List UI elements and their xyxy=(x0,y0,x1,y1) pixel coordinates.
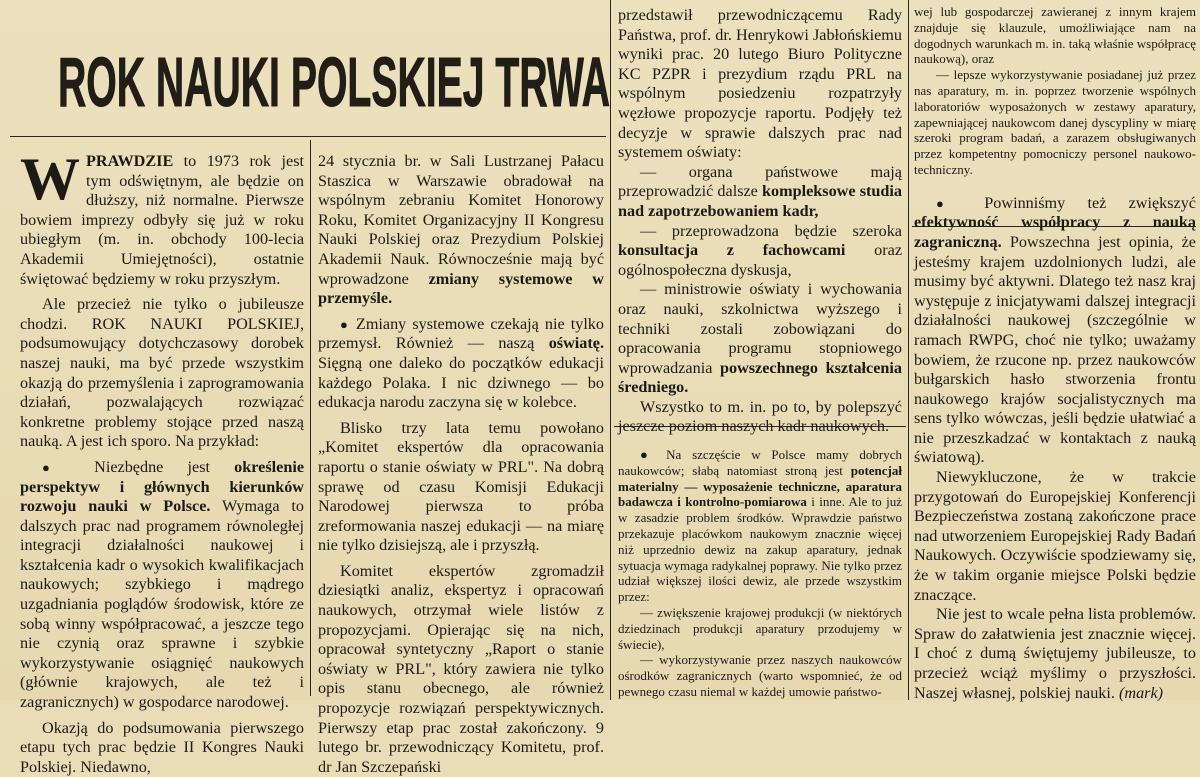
small-paragraph-2: — lepsze wykorzystywanie posiadanej już przez nas aparatury, m. in. poprzez tworzenie wspólnych laboratoriów wyposażonych w zestawy aparatury, zapewniającej naukowcom danej dyscypliny w miarę szeroki program badań, a zarazem obsługiwanych przez kompetentny pomocniczy personel naukowo-techniczny. xyxy=(914,67,1196,177)
paragraph-4: Okazją do podsumowania pierwszego etapu tych prac będzie II Kongres Nauki Polskiej. Niedawno, xyxy=(20,718,304,776)
column-2 xyxy=(318,152,604,777)
headline-title xyxy=(56,26,616,122)
bullet-icon: ● xyxy=(42,459,70,475)
paragraph-4: — ministrowie oświaty i wychowania oraz nauki, szkolnictwa wyższego i techniki zostali zobowiązani do opracowania programu stopniowego wprowadzania powszechnego kształcenia średniego. xyxy=(618,280,902,397)
bullet-icon: ● xyxy=(640,447,656,463)
paragraph-intro xyxy=(20,146,304,289)
paragraph-1: przedstawił przewodniczącemu Rady Państwa, prof. dr. Henrykowi Jabłońskiemu wyniki prac. 20 lutego Biuro Polityczne KC PZPR i prezydium rządu PRL na wspólnym posiedzeniu rozpatrzyły węzłowe propozycje raportu. Podjęły też decyzje w sprawie dalszych prac nad systemem oświaty: xyxy=(618,6,902,162)
column-divider-1 xyxy=(310,140,311,696)
intro-text: to 1973 rok jest tym odświętnym, ale będzie on dłuższy, niż normalne. Pierwsze bowiem imprezy odbyły się już w roku ubiegłym (m. in. obchody 100-lecia Akademii Umiejętności), ostatnie świętować będziemy w roku przyszłym. xyxy=(20,152,304,288)
paragraph-2: Niewykluczone, że w trakcie przygotowań do Europejskiej Konferencji Bezpieczeństwa zostaną zakończone prace nad utworzeniem Europejskiej Rady Badań Naukowych. Oczywiście spodziewamy się, że w takim organie miejsce Polski będzie znaczące. xyxy=(914,468,1196,604)
small-paragraph-3: — wykorzystywanie przez naszych naukowców ośrodków zagranicznych (warto wspomnieć, że od pewnego czasu niemal w każdej umowie państwo- xyxy=(618,652,902,700)
paragraph-1: 24 stycznia br. w Sali Lustrzanej Pałacu Staszica w Warszawie obradował na wspólnym zebraniu Komitet Honorowy Roku, Komitet Organizacyjny II Kongresu Nauki Polskiej oraz Prezydium Polskiej Akademii Nauk. Równocześnie mają być wprowadzone zmiany systemowe w przemyśle. xyxy=(318,152,604,308)
lead-word: PRAWDZIE xyxy=(86,152,174,170)
bullet-icon: ● xyxy=(340,316,350,332)
small-print-section xyxy=(618,447,902,700)
column-divider-3 xyxy=(908,0,909,700)
small-print-continuation xyxy=(914,4,1196,178)
column-divider-2 xyxy=(610,0,611,700)
paragraph-3: — przeprowadzona będzie szeroka konsultacja z fachowcami oraz ogólnospołeczna dyskusja, xyxy=(618,221,903,279)
drop-cap: W xyxy=(20,146,80,212)
bullet-icon: ● xyxy=(936,195,963,211)
paragraph-2: — organa państwowe mają przeprowadzić dalsze kompleksowe studia nad zapotrzebowaniem kadr, xyxy=(618,162,902,220)
paragraph-5: Wszystko to m. in. po to, by polepszyć jeszcze poziom naszych kadr naukowych. xyxy=(618,397,902,436)
column-1 xyxy=(20,146,305,777)
paragraph-1: ● Powinniśmy też zwiększyć efektywność współpracy z nauką zagraniczną. Powszechna jest opinia, że jesteśmy krajem uzdolnionych ludzi, ale musimy być aktywni. Dlatego też nasz kraj występuje z inicjatywami dalszej integracji działalności naukowej (szczególnie w ramach RWPG, choć nie tylko; uważamy bowiem, że rzucone np. przez naukowców bułgarskich hasło stworzenia frontu naukowego krajów socjalistycznych ma sens tylko wówczas, jeśli będzie ułatwiać a nie przeszkadzać w kontaktach z nauką światową). xyxy=(914,193,1196,467)
paragraph-3: Blisko trzy lata temu powołano „Komitet ekspertów dla opracowania raportu o stanie oświaty w PRL". Na dobrą sprawę od czasu Komisji Edukacji Narodowej pierwsza to próba zreformowania naszej edukacji — na miarę nie tylko dzisiejszą, ale i przyszłą. xyxy=(318,418,604,555)
small-paragraph-1: ● Na szczęście w Polsce mamy dobrych naukowców; słabą natomiast stroną jest potencjał materialny — wyposażenie techniczne, aparatura badawcza i kontrolno-pomiarowa i inne. Ale to już w zasadzie problem środków. Wprawdzie państwo przekazuje placówkom naukowym znacznie więcej niż uprzednio dewiz na zakup aparatury, jednak sytuacja wymaga radykalnej poprawy. Nie tylko przez udział większej ilości dewiz, ale przede wszystkim przez: xyxy=(618,447,902,605)
paragraph-2: ● Zmiany systemowe czekają nie tylko przemysł. Również — naszą oświatę. Sięgną one daleko do początków edukacji każdego Polaka. I nic dziwnego — bo edukacja narodu zaczyna się w kolebce. xyxy=(318,314,604,412)
divider-under-title xyxy=(10,136,606,137)
paragraph-3: ● Niezbędne jest określenie perspektyw i głównych kierunków rozwoju nauki w Polsce. Wymaga to dalszych prac nad programem równoległej integracji działalności naukowej i kształcenia kadr o wysokich kwalifikacjach naukowych; szybkiego i mądrego uzgadniania poglądów środowisk, które ze sobą winny współpracować, a jeszcze tego nie czynią oraz sprawne i szybkie wykorzystywanie osiągnięć naukowych (głównie krajowych, ale też i zagranicznych) w gospodarce narodowej. xyxy=(20,457,305,712)
author-signature: (mark) xyxy=(1119,683,1164,702)
column-4 xyxy=(914,4,1196,703)
column-3 xyxy=(618,6,902,700)
headline-text: ROK NAUKI POLSKIEJ TRWA xyxy=(58,43,610,121)
paragraph-4: Komitet ekspertów zgromadził dziesiątki analiz, ekspertyz i opracowań naukowych, otrzymał wiele listów z propozycjami. Opierając się na nich, opracował syntetyczny „Raport o stanie oświaty w PRL", który zawiera nie tylko opis stanu obecnego, ale również propozycje rozwiązań perspektywicznych. Pierwszy etap prac został zakończony. 9 lutego br. przewodniczący Komitetu, prof. dr Jan Szczepański xyxy=(318,561,604,776)
paragraph-2: Ale przecież nie tylko o jubileusze chodzi. ROK NAUKI POLSKIEJ, podsumowujący dotychczasowy dorobek naszej nauki, ma być przede wszystkim okazją do przemyślenia i zaprogramowania działań, pozwalających rozwiązać konkretne problemy stojące przed naszą nauką. A jest ich sporo. Na przykład: xyxy=(20,295,304,451)
small-paragraph-1: wej lub gospodarczej zawieranej z innym krajem znajduje się klauzule, umożliwiające nam na dogodnych warunkach m. in. taką właśnie współpracę naukową), oraz xyxy=(914,4,1196,67)
paragraph-3: Nie jest to wcale pełna lista problemów. Spraw do załatwienia jest znacznie więcej. I choć z dumą świętujemy jubileusze, to przecież wciąż myślimy o przyszłości. Naszej własnej, polskiej nauki. (mark) xyxy=(914,605,1196,702)
small-paragraph-2: — zwiększenie krajowej produkcji (w niektórych dziedzinach produkcji aparatury przodujemy w świecie), xyxy=(618,605,902,652)
